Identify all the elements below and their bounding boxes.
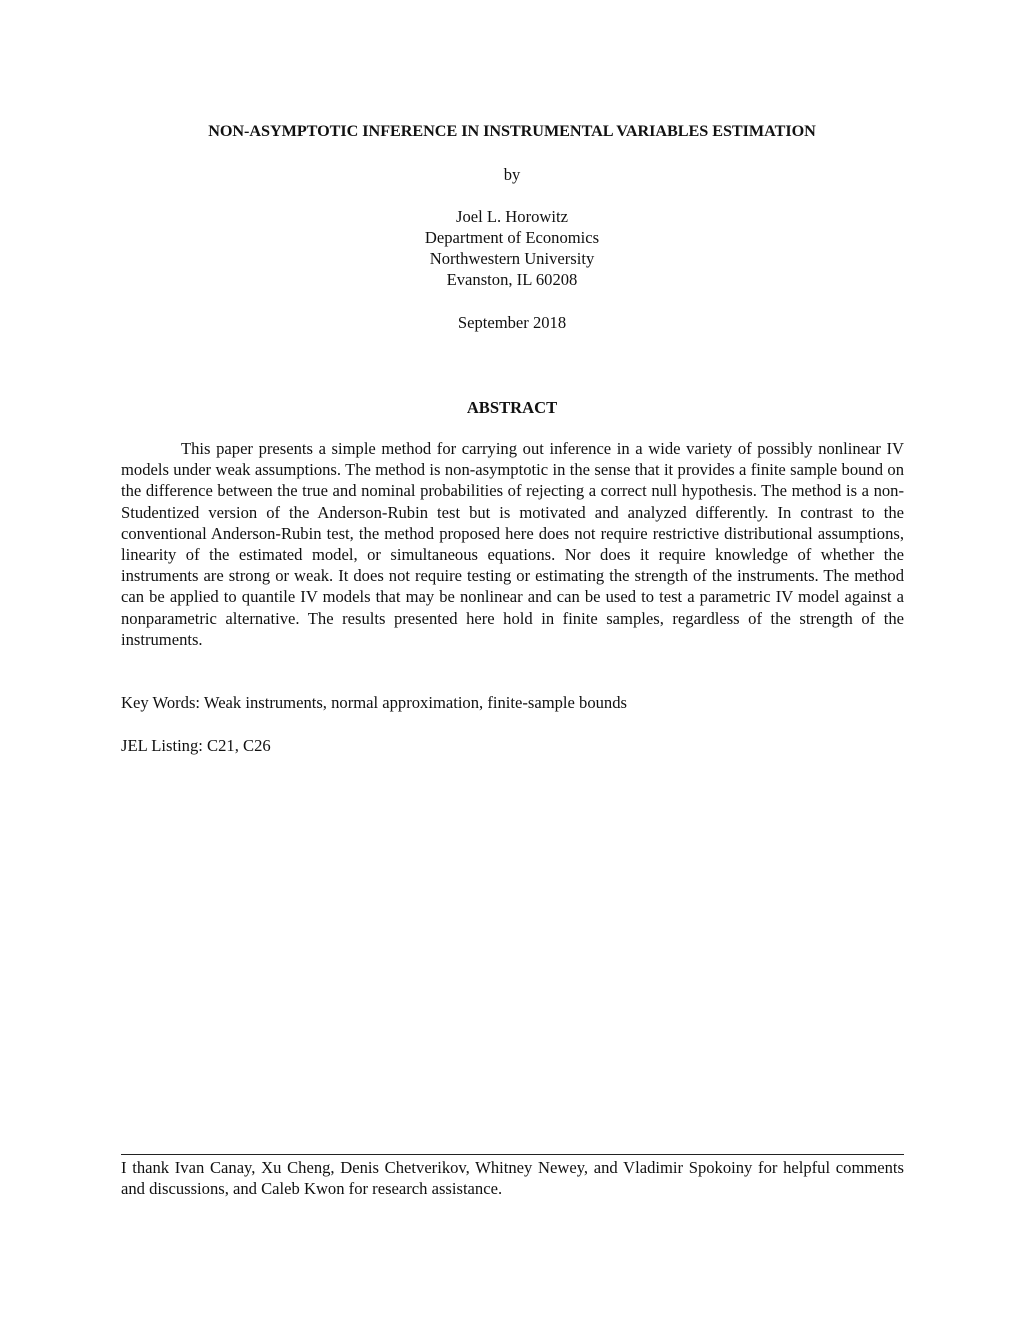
author-department: Department of Economics [424, 228, 600, 247]
author-name: Joel L. Horowitz [456, 207, 568, 226]
by-line: by [503, 165, 521, 184]
paper-title: NON-ASYMPTOTIC INFERENCE IN INSTRUMENTAL VARIABLES ESTIMATION [208, 122, 816, 140]
author-university: Northwestern University [429, 249, 595, 268]
abstract-body: This paper presents a simple method for carrying out inference in a wide variety of possibly nonlinear IV models under weak assumptions. The method is non-asymptotic in the sense that it provides a finite sample bound on the difference between the true and nominal probabilities of rejecting a correct null hypothesis. The method is a non-Studentized version of the Anderson-Rubin test but is motivated and analyzed differently. In contrast to the conventional Anderson-Rubin test, the method proposed here does not require restrictive distributional assumptions, linearity of the estimated model, or simultaneous equations. Nor does it require knowledge of whether the instruments are strong or weak. It does not require testing or estimating the strength of the instruments. The method can be applied to quantile IV models that may be nonlinear and can be used to test a parametric IV model against a nonparametric alternative. The results presented here hold in finite samples, regardless of the strength of the instruments. [121, 439, 904, 649]
footnote-divider [121, 1154, 904, 1155]
key-words: Key Words: Weak instruments, normal approximation, finite-sample bounds [121, 693, 627, 712]
jel-listing: JEL Listing: C21, C26 [121, 736, 271, 755]
author-location: Evanston, IL 60208 [446, 270, 578, 289]
acknowledgment-footnote: I thank Ivan Canay, Xu Cheng, Denis Chetverikov, Whitney Newey, and Vladimir Spokoiny for helpful comments and discussions, and Caleb Kwon for research assistance. [121, 1158, 904, 1199]
abstract-heading: ABSTRACT [466, 398, 558, 417]
paper-date: September 2018 [457, 313, 567, 332]
